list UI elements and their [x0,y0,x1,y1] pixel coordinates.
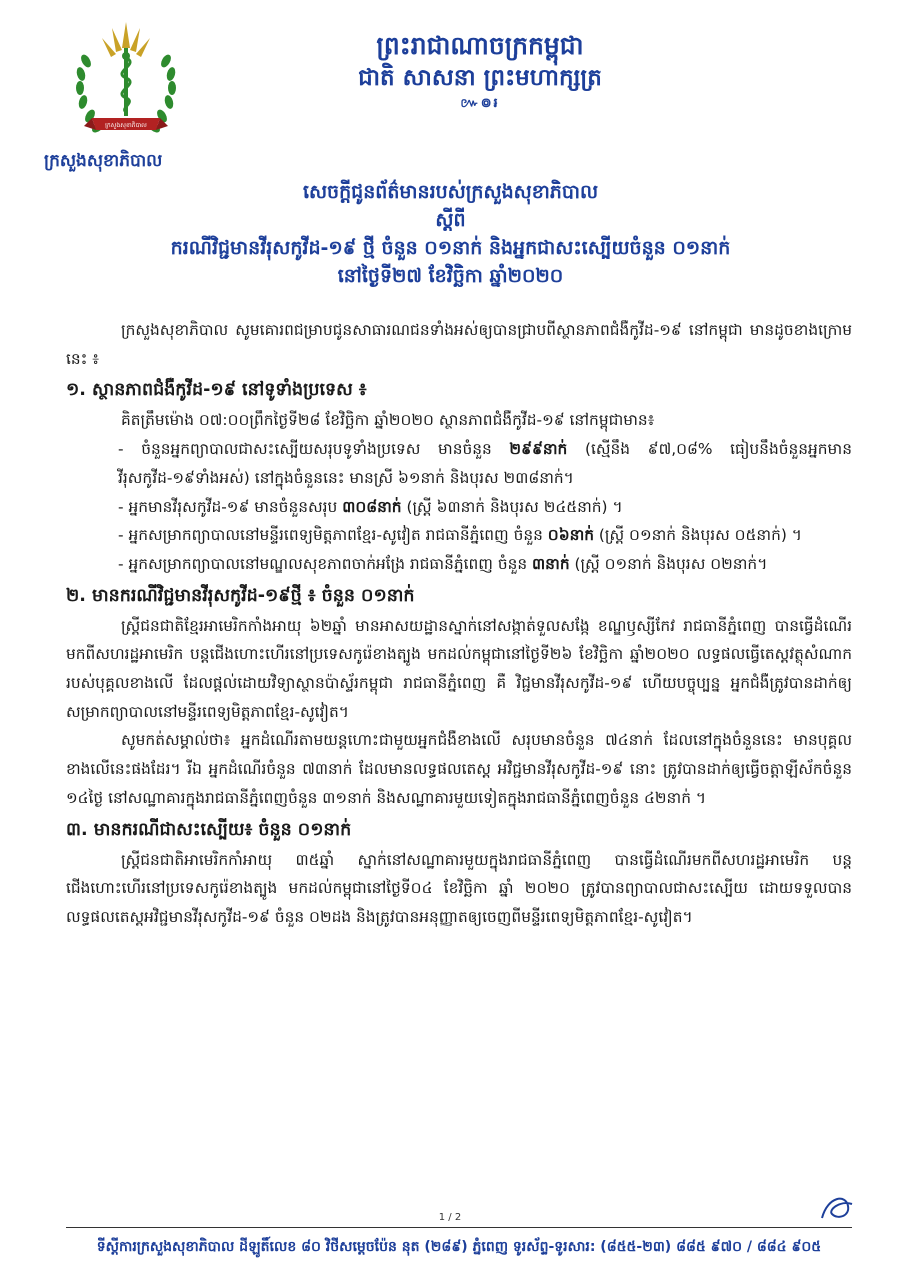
title-line-4: នៅថ្ងៃទី២៧ ខែវិច្ឆិកា ឆ្នាំ២០២០ [337,265,564,287]
section-3-paragraph-1: ស្ត្រីជនជាតិអាមេរិកកាំអាយុ ៣៥ឆ្នាំ ស្នាក់នៅសណ្ឋាគារមួយក្នុងរាជធានីភ្នំពេញ បានធ្វើដំណើរមកពីសហរដ្ឋអាមេរិក បន្តជើងហោះហើរនៅប្រទេសកូរ៉េខាងត្បូង មកដល់កម្ពុជានៅថ្ងៃទី០៤ ខែវិច្ឆិកា ឆ្នាំ ២០២០ ត្រូវបានព្យាបាលជាសះស្បើយ ដោយទទួលបានលទ្ធផលតេស្តអវិជ្ជមានវីរុសកូវីដ-១៩ ចំនួន ០២ដង និងត្រូវបានអនុញ្ញាតឲ្យចេញពីមន្ទីរពេទ្យមិត្តភាពខ្មែរ-សូវៀត។ [66,850,852,926]
intro-paragraph: ក្រសួងសុខាភិបាល សូមគោរពជម្រាបជូនសាធារណជនទាំងអស់ឲ្យបានជ្រាបពីស្ថានភាពជំងឺកូវីដ-១៩ នៅកម្ពុជា មានដូចខាងក្រោមនេះ ៖ [66,321,852,368]
section-1-lead: គិតត្រឹមម៉ោង ០៧:០០ព្រឹកថ្ងៃទី២៨ ខែវិច្ឆិកា ឆ្នាំ២០២០ ស្ថានភាពជំងឺកូវីដ-១៩ នៅកម្ពុជាមាន៖ [121,411,655,430]
document-title [90,178,811,290]
title-line-3: ករណីវិជ្ជមានវីរុសកូវីដ-១៩ ថ្មី ចំនួន ០១នាក់ និងអ្នកជាសះស្បើយចំនួន ០១នាក់ [170,237,731,259]
ornament-icon: ៚៙៛ [460,96,500,111]
section-3-heading: ៣. មានករណីជាសះស្បើយ៖ ចំនួន ០១នាក់ [66,819,352,840]
title-line-2: ស្ដីពី [435,209,466,231]
bullet-recovered: - ចំនួនអ្នកព្យាបាលជាសះស្បើយសរុបទូទាំងប្រទេស មានចំនួន ២៩៩នាក់ (ស្មើនឹង ៩៧,០៨% ធៀបនឹងចំនួនអ្នកមានវីរុសកូវីដ-១៩ទាំងអស់) នៅក្នុងចំនួននេះ មានស្រី ៦១នាក់ និងបុរស ២៣៨នាក់។ [118,440,852,487]
kingdom-header [250,30,710,114]
national-motto: ជាតិ សាសនា ព្រះមហាក្សត្រ [358,65,602,91]
signature-mark [818,1190,856,1226]
bullet-hospital-khmer-soviet: - អ្នកសម្រាកព្យាបាលនៅមន្ទីរពេទ្យមិត្តភាពខ្មែរ-សូវៀត រាជធានីភ្នំពេញ ចំនួន ០៦នាក់ (ស្ត្រី ០១នាក់ និងបុរស ០៥នាក់) ។ [118,526,802,545]
section-2-heading: ២. មានករណីវិជ្ជមានវីរុសកូវីដ-១៩ថ្មី ៖ ចំនួន ០១នាក់ [66,585,415,606]
kingdom-name: ព្រះរាជាណាចក្រកម្ពុជា [376,31,584,60]
section-2-paragraph-2: សូមកត់សម្គាល់ថា៖ អ្នកដំណើរតាមយន្តហោះជាមួយអ្នកជំងឺខាងលើ សរុបមានចំនួន ៧៤នាក់ ដែលនៅក្នុងចំនួននេះ មានបុគ្គលខាងលើនេះផងដែរ។ រីឯ អ្នកដំណើរចំនួន ៧៣នាក់ ដែលមានលទ្ធផលតេស្ត អវិជ្ជមានវីរុសកូវីដ-១៩ នោះ ត្រូវបានដាក់ឲ្យធ្វើចត្តាឡីស័កចំនួន ១៤ថ្ងៃ នៅសណ្ឋាគារក្នុងរាជធានីភ្នំពេញចំនួន ៣១នាក់ និងសណ្ឋាគារមួយទៀតក្នុងរាជធានីភ្នំពេញចំនួន ៤២នាក់ ។ [66,731,852,807]
section-2-paragraph-1: ស្ត្រីជនជាតិខ្មែរអាមេរិកកាំងអាយុ ៦២ឆ្នាំ មានអាសយដ្ឋានស្នាក់នៅសង្កាត់ទួលសង្កែ ខណ្ឌឫស្សីកែវ រាជធានីភ្នំពេញ បានធ្វើដំណើរមកពីសហរដ្ឋអាមេរិក បន្តជើងហោះហើរនៅប្រទេសកូរ៉េខាងត្បូង មកដល់កម្ពុជានៅថ្ងៃទី២៦ ខែវិច្ឆិកា ឆ្នាំ២០២០ លទ្ធផលធ្វើតេស្តវត្ថុសំណាករបស់បុគ្គលខាងលើ ដែលផ្តល់ដោយវិទ្យាស្ថានប៉ាស្ទ័រកម្ពុជា រាជធានីភ្នំពេញ គឺ វិជ្ជមានវីរុសកូវីដ-១៩ ហើយបច្ចុប្បន្ន អ្នកជំងឺត្រូវបានដាក់ឲ្យសម្រាកព្យាបាលនៅមន្ទីរពេទ្យមិត្តភាពខ្មែរ-សូវៀត។ [66,616,852,721]
ministry-name: ក្រសួងសុខាភិបាល [44,151,163,171]
logo-ribbon-text: ក្រសួងសុខាភិបាល [105,122,147,129]
section-1-heading: ១. ស្ថានភាពជំងឺកូវីដ-១៩ នៅទូទាំងប្រទេស ៖ [66,380,367,401]
page-number: 1 / 2 [438,1212,462,1223]
document-body [66,316,852,932]
bullet-total-cases: - អ្នកមានវីរុសកូវីដ-១៩ មានចំនួនសរុប ៣០៨នាក់ (ស្ត្រី ៦៣នាក់ និងបុរស ២៤៥នាក់) ។ [118,497,623,516]
footer-address: ទីស្ដីការក្រសួងសុខាភិបាល ដីឡូតិ៍លេខ ៨០ វិថីសម្ដេចប៉ែន នុត (២៨៩) ភ្នំពេញ ទូរស័ព្ទ-ទូរសារ: (៨៥៥-២៣) ៨៨៥ ៩៧០ / ៨៨៤ ៩០៥ [96,1239,822,1255]
footer-divider [66,1227,852,1228]
title-line-1: សេចក្ដីជូនព័ត៌មានរបស់ក្រសួងសុខាភិបាល [302,181,599,203]
bullet-chak-angre-center: - អ្នកសម្រាកព្យាបាលនៅមណ្ឌលសុខភាពចាក់អង្រែ រាជធានីភ្នំពេញ ចំនួន ៣នាក់ (ស្ត្រី ០១នាក់ និងបុរស ០២នាក់។ [118,554,768,573]
ministry-of-health-logo [66,18,186,148]
